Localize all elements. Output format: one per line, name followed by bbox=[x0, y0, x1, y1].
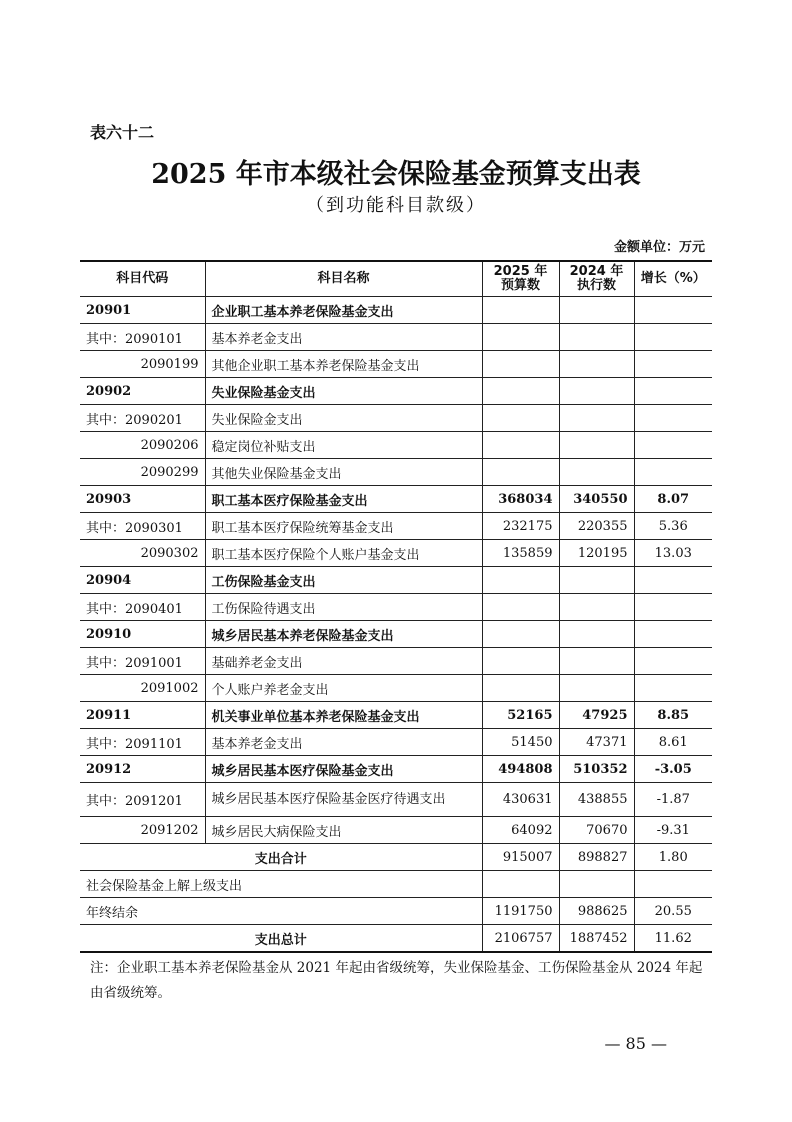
row-code: 20910 bbox=[80, 621, 205, 648]
row-growth bbox=[634, 378, 712, 405]
row-growth: 8.07 bbox=[634, 486, 712, 513]
table-row bbox=[80, 567, 712, 594]
grand-total-budget-2025: 2106757 bbox=[482, 925, 559, 953]
row-code: 2090199 bbox=[80, 351, 205, 378]
table-row bbox=[80, 621, 712, 648]
row-growth bbox=[634, 594, 712, 621]
page-number: — 85 — bbox=[604, 1034, 667, 1053]
table-row bbox=[80, 648, 712, 675]
row-actual-2024 bbox=[559, 621, 634, 648]
row-actual-2024: 47925 bbox=[559, 702, 634, 729]
row-budget-2025 bbox=[482, 567, 559, 594]
row-budget-2025: 494808 bbox=[482, 756, 559, 783]
header-name: 科目名称 bbox=[205, 261, 482, 297]
row-name: 职工基本医疗保险统筹基金支出 bbox=[205, 513, 482, 540]
row-name: 基础养老金支出 bbox=[205, 648, 482, 675]
subtotal-budget-2025: 915007 bbox=[482, 844, 559, 871]
row-growth bbox=[634, 621, 712, 648]
row-actual-2024: 510352 bbox=[559, 756, 634, 783]
year-end-balance-budget-2025: 1191750 bbox=[482, 898, 559, 925]
row-actual-2024 bbox=[559, 351, 634, 378]
row-actual-2024 bbox=[559, 297, 634, 324]
row-code: 2090302 bbox=[80, 540, 205, 567]
header-growth: 增长（%） bbox=[634, 261, 712, 297]
row-actual-2024 bbox=[559, 432, 634, 459]
table-row bbox=[80, 459, 712, 486]
table-label: 表六十二 bbox=[90, 123, 155, 142]
row-budget-2025 bbox=[482, 324, 559, 351]
row-budget-2025: 135859 bbox=[482, 540, 559, 567]
row-name: 工伤保险待遇支出 bbox=[205, 594, 482, 621]
year-end-balance-label: 年终结余 bbox=[80, 898, 482, 925]
table-row bbox=[80, 297, 712, 324]
row-code: 20903 bbox=[80, 486, 205, 513]
row-name: 失业保险金支出 bbox=[205, 405, 482, 432]
grand-total-growth: 11.62 bbox=[634, 925, 712, 953]
table-row bbox=[80, 513, 712, 540]
row-budget-2025 bbox=[482, 648, 559, 675]
row-name: 个人账户养老金支出 bbox=[205, 675, 482, 702]
row-name: 城乡居民基本医疗保险基金支出 bbox=[205, 756, 482, 783]
table-row bbox=[80, 594, 712, 621]
row-name: 其他企业职工基本养老保险基金支出 bbox=[205, 351, 482, 378]
row-growth bbox=[634, 432, 712, 459]
row-actual-2024 bbox=[559, 405, 634, 432]
row-actual-2024 bbox=[559, 648, 634, 675]
row-growth: 13.03 bbox=[634, 540, 712, 567]
upward-transfer-growth bbox=[634, 871, 712, 898]
row-budget-2025 bbox=[482, 432, 559, 459]
upward-transfer-actual-2024 bbox=[559, 871, 634, 898]
row-name: 企业职工基本养老保险基金支出 bbox=[205, 297, 482, 324]
row-budget-2025: 51450 bbox=[482, 729, 559, 756]
table-row bbox=[80, 756, 712, 783]
row-growth bbox=[634, 459, 712, 486]
row-budget-2025: 430631 bbox=[482, 783, 559, 817]
row-budget-2025 bbox=[482, 405, 559, 432]
year-end-balance-row bbox=[80, 898, 712, 925]
row-actual-2024 bbox=[559, 459, 634, 486]
row-actual-2024 bbox=[559, 594, 634, 621]
page-title: 2025 年市本级社会保险基金预算支出表 bbox=[151, 159, 641, 190]
row-growth bbox=[634, 297, 712, 324]
row-name: 其他失业保险基金支出 bbox=[205, 459, 482, 486]
row-name: 职工基本医疗保险基金支出 bbox=[205, 486, 482, 513]
grand-total-actual-2024: 1887452 bbox=[559, 925, 634, 953]
table-row bbox=[80, 729, 712, 756]
row-budget-2025 bbox=[482, 459, 559, 486]
header-row bbox=[80, 261, 712, 297]
row-code: 其中：2091001 bbox=[80, 648, 205, 675]
row-budget-2025: 232175 bbox=[482, 513, 559, 540]
row-budget-2025 bbox=[482, 675, 559, 702]
row-growth: -3.05 bbox=[634, 756, 712, 783]
header-budget-2025: 2025 年 预算数 bbox=[482, 261, 559, 297]
row-actual-2024 bbox=[559, 378, 634, 405]
row-name: 失业保险基金支出 bbox=[205, 378, 482, 405]
row-actual-2024: 340550 bbox=[559, 486, 634, 513]
table-row bbox=[80, 486, 712, 513]
row-name: 稳定岗位补贴支出 bbox=[205, 432, 482, 459]
year-end-balance-actual-2024: 988625 bbox=[559, 898, 634, 925]
row-budget-2025: 368034 bbox=[482, 486, 559, 513]
row-growth: 8.61 bbox=[634, 729, 712, 756]
table-row bbox=[80, 817, 712, 844]
row-growth bbox=[634, 648, 712, 675]
row-budget-2025: 52165 bbox=[482, 702, 559, 729]
table-row bbox=[80, 702, 712, 729]
row-budget-2025 bbox=[482, 351, 559, 378]
row-budget-2025 bbox=[482, 297, 559, 324]
subtotal-row bbox=[80, 844, 712, 871]
row-code: 2090206 bbox=[80, 432, 205, 459]
row-name: 工伤保险基金支出 bbox=[205, 567, 482, 594]
grand-total-row bbox=[80, 925, 712, 953]
row-name: 城乡居民基本养老保险基金支出 bbox=[205, 621, 482, 648]
row-growth bbox=[634, 324, 712, 351]
row-code: 20901 bbox=[80, 297, 205, 324]
table-row bbox=[80, 675, 712, 702]
row-code: 其中：2091201 bbox=[80, 783, 205, 817]
row-growth: -9.31 bbox=[634, 817, 712, 844]
row-code: 20911 bbox=[80, 702, 205, 729]
subtotal-label: 支出合计 bbox=[80, 844, 482, 871]
row-code: 20902 bbox=[80, 378, 205, 405]
subtotal-actual-2024: 898827 bbox=[559, 844, 634, 871]
upward-transfer-row bbox=[80, 871, 712, 898]
row-code: 其中：2090101 bbox=[80, 324, 205, 351]
row-code: 其中：2091101 bbox=[80, 729, 205, 756]
row-actual-2024 bbox=[559, 567, 634, 594]
row-growth: 8.85 bbox=[634, 702, 712, 729]
row-actual-2024: 438855 bbox=[559, 783, 634, 817]
table-row bbox=[80, 432, 712, 459]
footnote: 注：企业职工基本养老保险基金从 2021 年起由省级统筹，失业保险基金、工伤保险基金从 2024 年起由省级统筹。 bbox=[90, 960, 703, 1001]
row-code: 其中：2090401 bbox=[80, 594, 205, 621]
table-row bbox=[80, 540, 712, 567]
unit-label: 金额单位：万元 bbox=[613, 240, 705, 255]
upward-transfer-budget-2025 bbox=[482, 871, 559, 898]
subtotal-growth: 1.80 bbox=[634, 844, 712, 871]
budget-table bbox=[80, 260, 712, 953]
row-code: 其中：2090201 bbox=[80, 405, 205, 432]
row-name: 基本养老金支出 bbox=[205, 324, 482, 351]
row-growth: -1.87 bbox=[634, 783, 712, 817]
row-growth: 5.36 bbox=[634, 513, 712, 540]
row-name: 机关事业单位基本养老保险基金支出 bbox=[205, 702, 482, 729]
row-growth bbox=[634, 351, 712, 378]
row-code: 2090299 bbox=[80, 459, 205, 486]
row-budget-2025 bbox=[482, 378, 559, 405]
table-row bbox=[80, 405, 712, 432]
table-row bbox=[80, 783, 712, 817]
row-actual-2024: 47371 bbox=[559, 729, 634, 756]
row-name: 城乡居民大病保险支出 bbox=[205, 817, 482, 844]
row-growth bbox=[634, 675, 712, 702]
row-code: 2091202 bbox=[80, 817, 205, 844]
table-row bbox=[80, 324, 712, 351]
row-name: 基本养老金支出 bbox=[205, 729, 482, 756]
row-name: 职工基本医疗保险个人账户基金支出 bbox=[205, 540, 482, 567]
row-budget-2025: 64092 bbox=[482, 817, 559, 844]
table-row bbox=[80, 351, 712, 378]
row-code: 2091002 bbox=[80, 675, 205, 702]
page-subtitle: （到功能科目款级） bbox=[306, 195, 486, 216]
row-growth bbox=[634, 405, 712, 432]
row-budget-2025 bbox=[482, 621, 559, 648]
row-code: 其中：2090301 bbox=[80, 513, 205, 540]
row-name: 城乡居民基本医疗保险基金医疗待遇支出 bbox=[205, 783, 482, 817]
row-actual-2024: 70670 bbox=[559, 817, 634, 844]
row-actual-2024: 220355 bbox=[559, 513, 634, 540]
row-actual-2024 bbox=[559, 675, 634, 702]
year-end-balance-growth: 20.55 bbox=[634, 898, 712, 925]
header-code: 科目代码 bbox=[80, 261, 205, 297]
row-code: 20904 bbox=[80, 567, 205, 594]
row-code: 20912 bbox=[80, 756, 205, 783]
grand-total-label: 支出总计 bbox=[80, 925, 482, 953]
row-actual-2024: 120195 bbox=[559, 540, 634, 567]
upward-transfer-label: 社会保险基金上解上级支出 bbox=[80, 871, 482, 898]
row-budget-2025 bbox=[482, 594, 559, 621]
row-actual-2024 bbox=[559, 324, 634, 351]
table-row bbox=[80, 378, 712, 405]
row-growth bbox=[634, 567, 712, 594]
header-actual-2024: 2024 年 执行数 bbox=[559, 261, 634, 297]
